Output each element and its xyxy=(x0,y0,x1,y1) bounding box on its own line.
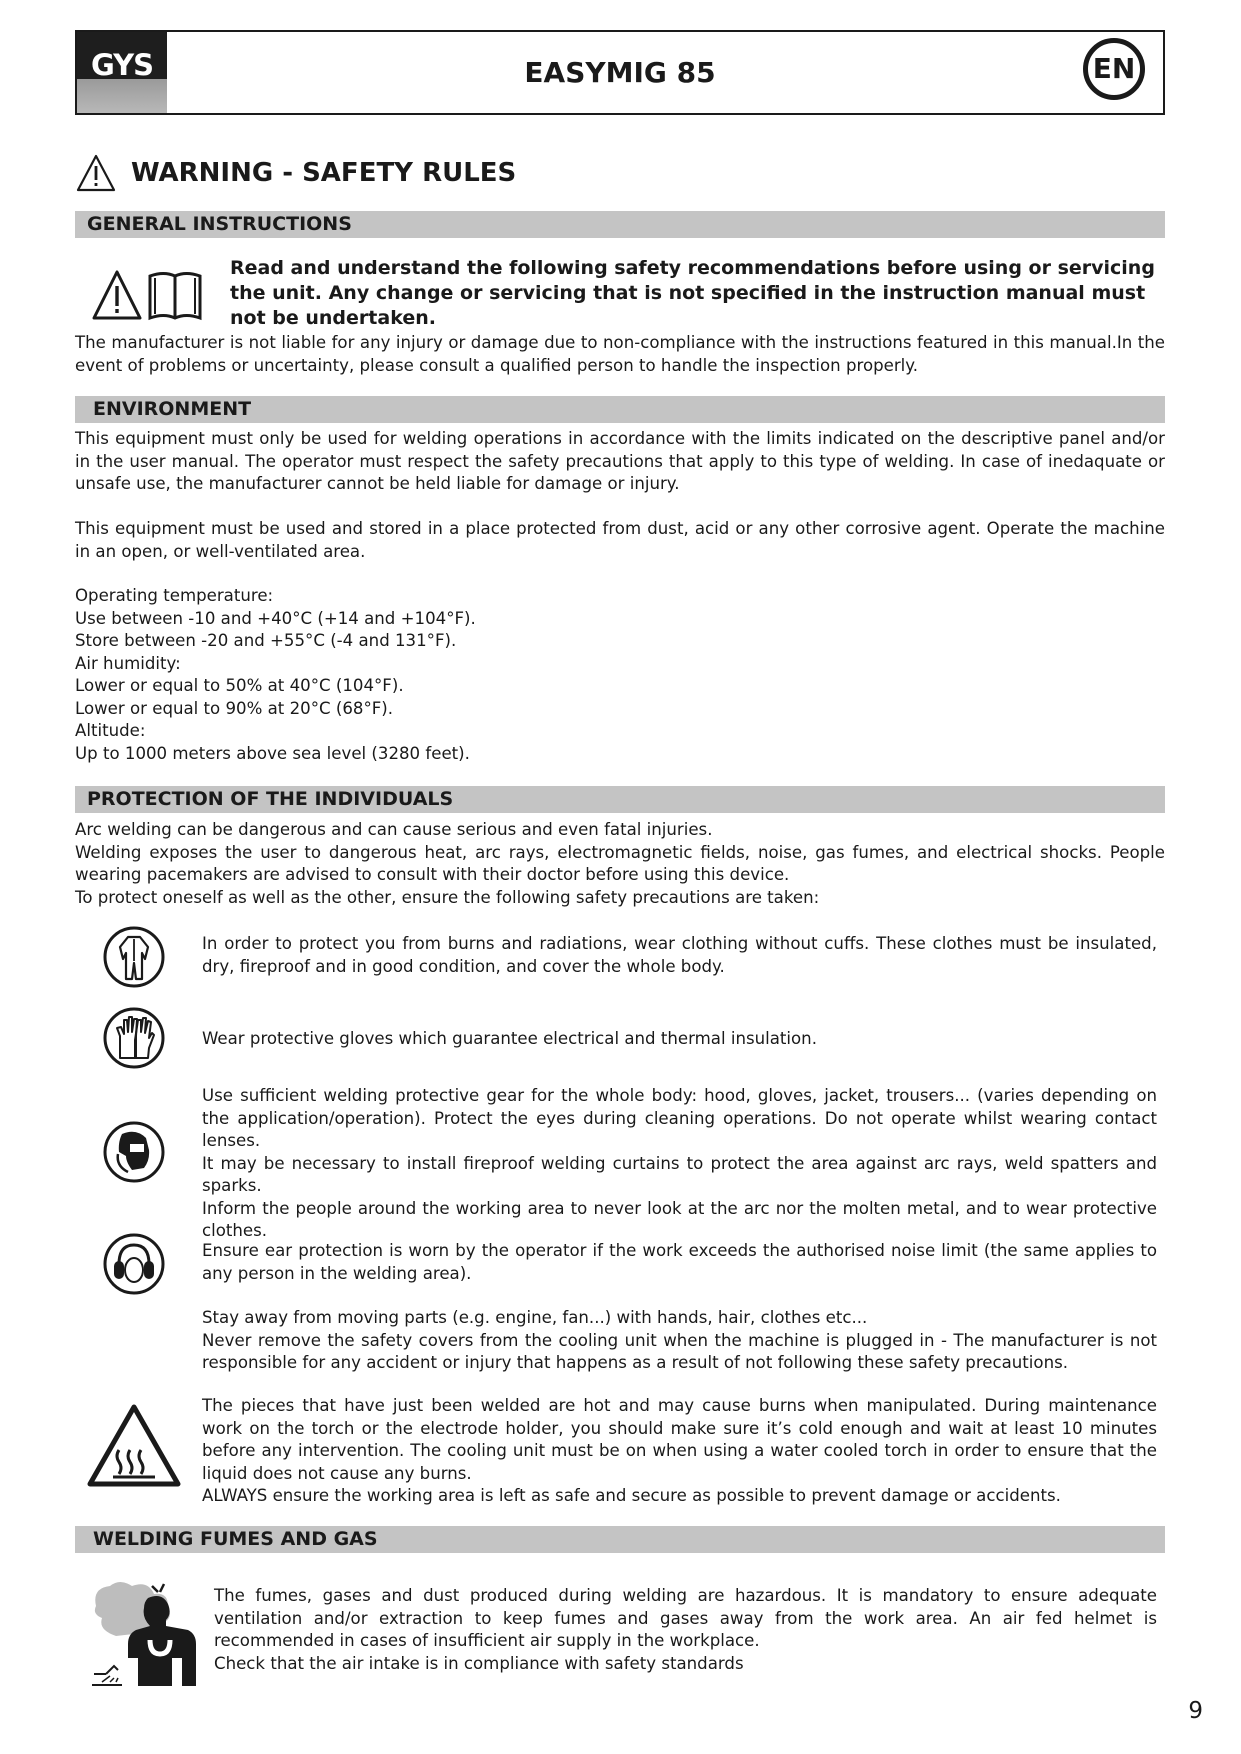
warning-triangle-icon xyxy=(75,153,117,193)
protection-intro-line: Welding exposes the user to dangerous heat, arc rays, electromagnetic fields, noise, gas fumes, and electrical shocks. People wearing pacemakers are advised to consult with their doctor before using this device. xyxy=(75,842,1165,884)
hot-pieces-text xyxy=(202,1395,1157,1508)
language-badge: EN xyxy=(1083,38,1145,100)
protective-clothing-icon xyxy=(102,925,166,989)
spec-line: Store between -20 and +55°C (-4 and 131°F). xyxy=(75,631,457,650)
ear-protection-text: Ensure ear protection is worn by the operator if the work exceeds the authorised noise limit (the same applies to any person in the welding area). xyxy=(202,1241,1157,1283)
ear-protection-icon xyxy=(102,1232,166,1296)
page-header xyxy=(75,30,1165,115)
product-title: EASYMIG 85 xyxy=(524,56,716,89)
logo-text: GYS xyxy=(90,48,154,82)
hot-pieces-line: The pieces that have just been welded are hot and may cause burns when manipulated. During maintenance work on the torch or the electrode holder, you should make sure it’s cold enough and wait at least 10 minutes before any intervention. The cooling unit must be on when using a water cooled torch in order to ensure that the liquid does not cause any burns. xyxy=(202,1396,1157,1483)
gloves-text: Wear protective gloves which guarantee electrical and thermal insulation. xyxy=(202,1029,817,1048)
protective-gear-line: Use sufficient welding protective gear for the whole body: hood, gloves, jacket, trousers... (varies depending on the application/operation). Protect the eyes during cleaning operations. Do not operate whilst wearing contact lenses. xyxy=(202,1086,1157,1150)
environment-para-2: This equipment must be used and stored in a place protected from dust, acid or any other corrosive agent. Operate the machine in an open, or well-ventilated area. xyxy=(75,519,1165,561)
warning-read-manual-icon xyxy=(92,268,207,323)
section-heading-fumes: WELDING FUMES AND GAS xyxy=(75,1526,1165,1553)
protection-intro-line: Arc welding can be dangerous and can cause serious and even fatal injuries. xyxy=(75,820,713,839)
protection-intro xyxy=(75,819,1165,909)
protective-gear-line: It may be necessary to install fireproof welding curtains to protect the area against arc rays, weld spatters and sparks. xyxy=(202,1153,1157,1195)
spec-line: Lower or equal to 90% at 20°C (68°F). xyxy=(75,698,394,718)
spec-line: Air humidity: xyxy=(75,653,181,673)
page-title xyxy=(75,148,516,198)
protective-gear-line: Inform the people around the working area to never look at the arc nor the molten metal, and to wear protective clothes. xyxy=(202,1198,1157,1240)
moving-parts-line: Stay away from moving parts (e.g. engine, fan...) with hands, hair, clothes etc... xyxy=(202,1308,868,1327)
moving-parts-text xyxy=(202,1307,1157,1375)
spec-line: Use between -10 and +40°C (+14 and +104°F). xyxy=(75,608,476,628)
general-lead-text: Read and understand the following safety recommendations before using or servicing the unit. Any change or servicing that is not specified in the instruction manual must not be undertaken. xyxy=(230,257,1155,329)
protective-gear-text xyxy=(202,1085,1157,1243)
page-number: 9 xyxy=(1188,1698,1203,1724)
environment-specs xyxy=(75,585,1165,765)
environment-para-1: This equipment must only be used for welding operations in accordance with the limits indicated on the descriptive panel and/or in the user manual. The operator must respect the safety precautions that apply to this type of welding. In case of inedaquate or unsafe use, the manufacturer cannot be held liable for damage or injury. xyxy=(75,429,1165,493)
clothing-text: In order to protect you from burns and radiations, wear clothing without cuffs. These clothes must be insulated, dry, fireproof and in good condition, and cover the whole body. xyxy=(202,934,1157,976)
section-heading-environment: ENVIRONMENT xyxy=(75,396,1165,423)
welding-hood-icon xyxy=(102,1120,166,1184)
fumes-line: Check that the air intake is in compliance with safety standards xyxy=(214,1653,744,1673)
section-heading-protection: PROTECTION OF THE INDIVIDUALS xyxy=(75,786,1165,813)
spec-line: Operating temperature: xyxy=(75,586,274,605)
moving-parts-line: Never remove the safety covers from the cooling unit when the machine is plugged in - The manufacturer is not responsible for any accident or injury that happens as a result of not following these safety precautions. xyxy=(202,1330,1157,1372)
general-body-text: The manufacturer is not liable for any injury or damage due to non-compliance with the instructions featured in this manual.In the event of problems or uncertainty, please consult a qualified person to handle the inspection properly. xyxy=(75,333,1165,375)
welding-fumes-icon xyxy=(88,1578,208,1690)
spec-line: Altitude: xyxy=(75,721,146,740)
fumes-text xyxy=(214,1585,1157,1675)
fumes-line: The fumes, gases and dust produced during welding are hazardous. It is mandatory to ensure adequate ventilation and/or extraction to keep fumes and gases away from the work area. An air fed helmet is recommended in cases of insufficient air supply in the workplace. xyxy=(214,1586,1157,1650)
protection-intro-line: To protect oneself as well as the other, ensure the following safety precautions are taken: xyxy=(75,887,820,907)
section-heading-general: GENERAL INSTRUCTIONS xyxy=(75,211,1165,238)
hot-pieces-line: ALWAYS ensure the working area is left as safe and secure as possible to prevent damage or accidents. xyxy=(202,1486,1061,1505)
page-title-text: WARNING - SAFETY RULES xyxy=(131,158,517,188)
protective-gloves-icon xyxy=(102,1006,166,1070)
spec-line: Lower or equal to 50% at 40°C (104°F). xyxy=(75,676,404,695)
spec-line: Up to 1000 meters above sea level (3280 feet). xyxy=(75,743,470,763)
hot-surface-warning-icon xyxy=(85,1402,183,1490)
